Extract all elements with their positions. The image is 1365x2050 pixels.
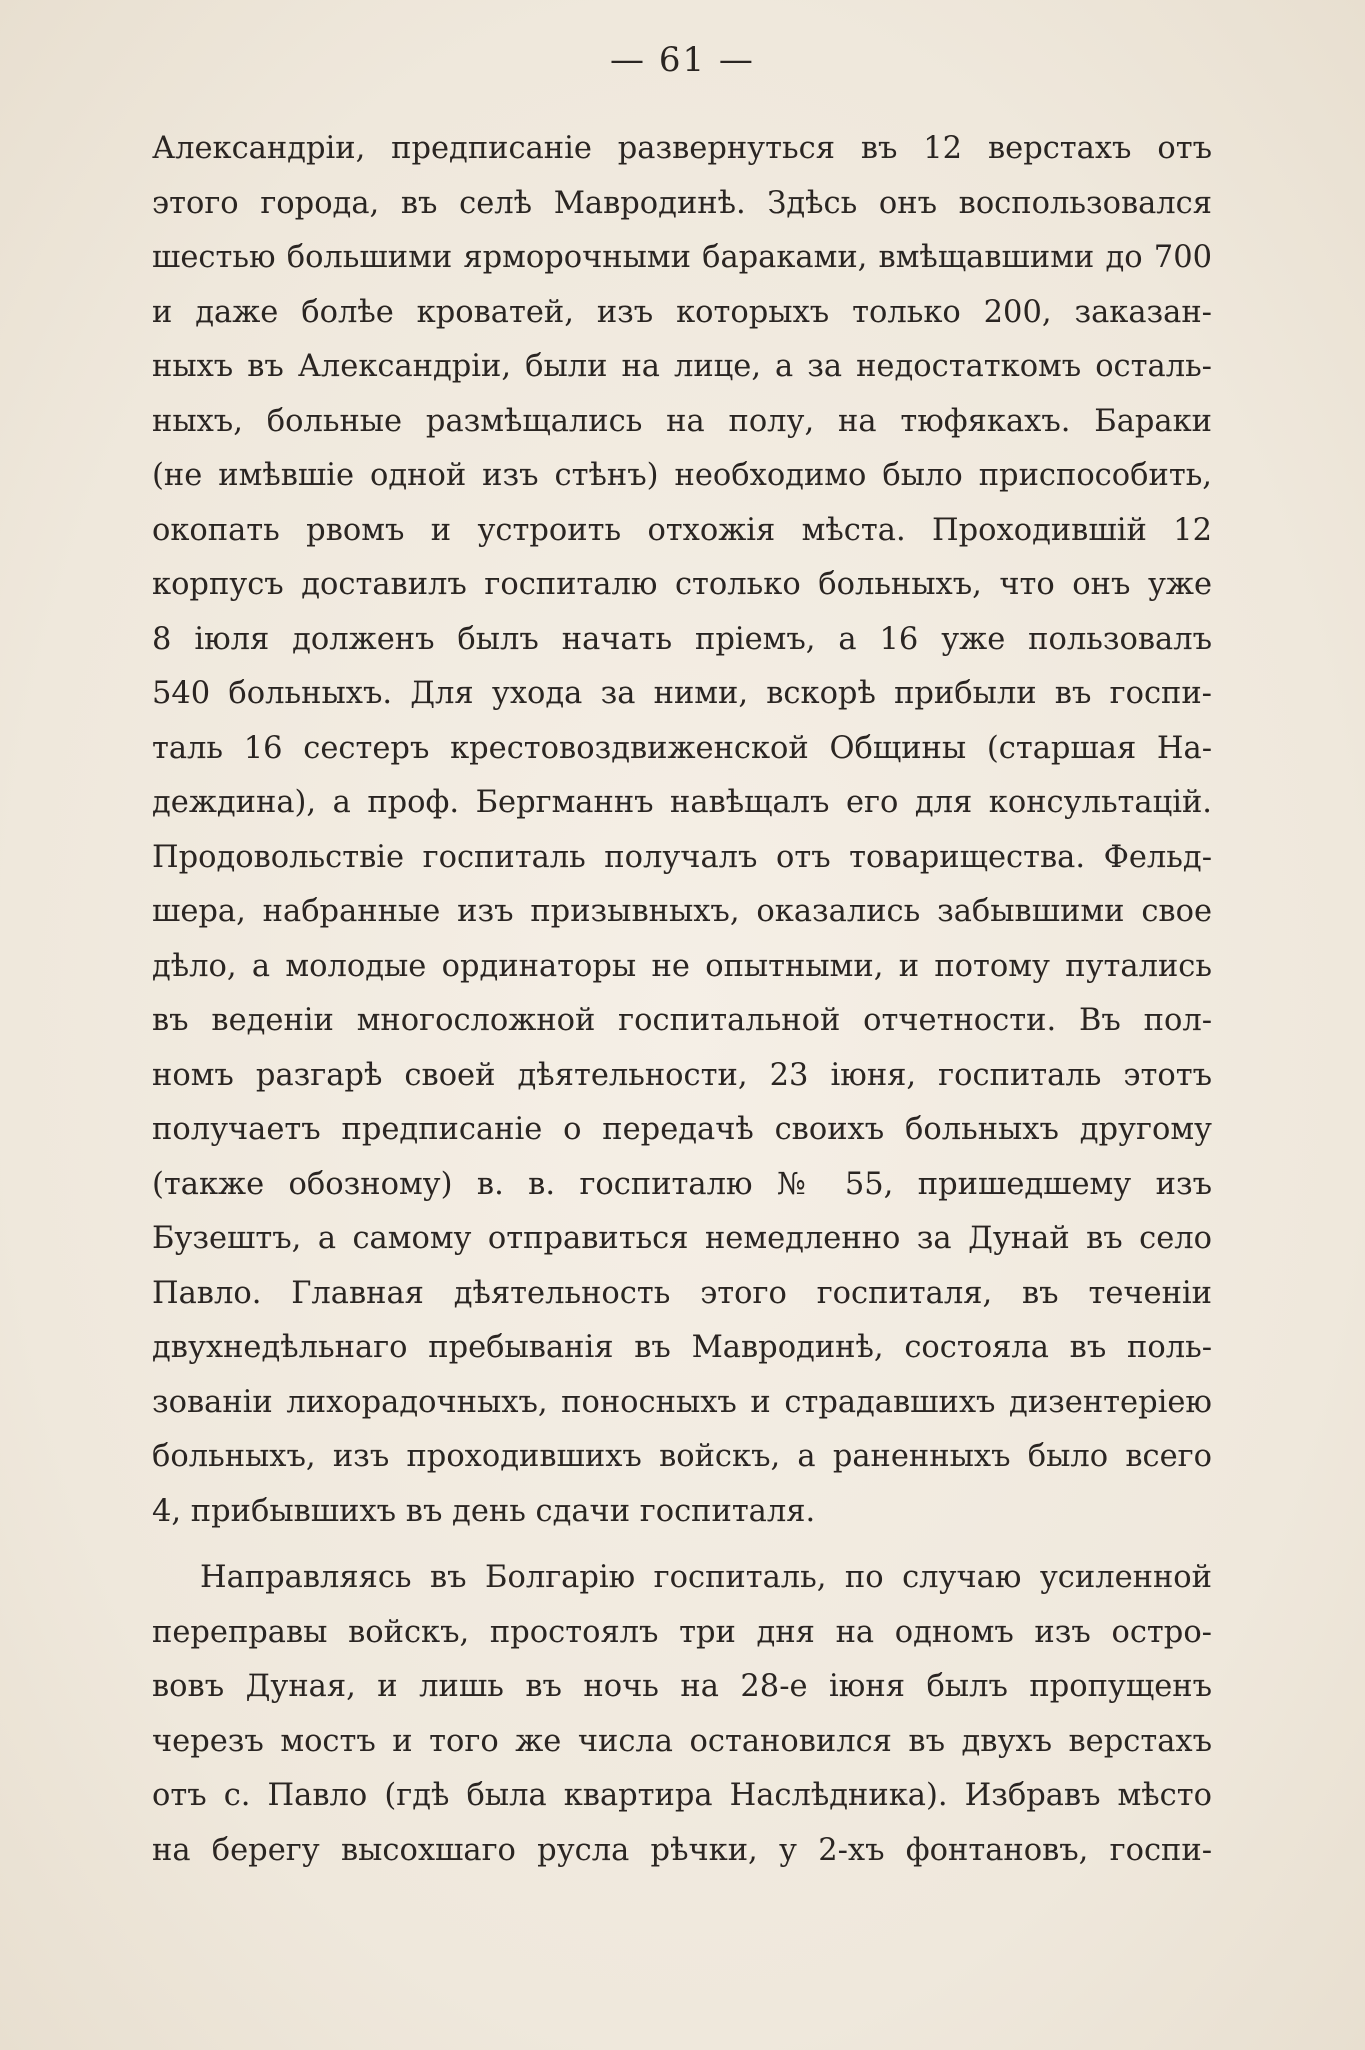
text-line: таль 16 сестеръ крестовоздвиженской Общины (старшая На- [152, 730, 1212, 766]
text-line: двухнедѣльнаго пребыванія въ Мавродинѣ, состояла въ поль- [152, 1330, 1212, 1365]
text-line: номъ разгарѣ своей дѣятельности, 23 іюня, госпиталь этотъ [152, 1057, 1212, 1093]
text-line: и даже болѣе кроватей, изъ которыхъ только 200, заказан- [152, 294, 1212, 330]
text-line: окопать рвомъ и устроить отхожія мѣста. Проходившій 12 [152, 512, 1212, 548]
text-line: дѣло, а молодые ординаторы не опытными, и потому путались [152, 948, 1212, 984]
page-number: — 61 — [610, 40, 755, 80]
text-line: Павло. Главная дѣятельность этого госпиталя, въ теченіи [152, 1275, 1212, 1311]
text-line: черезъ мостъ и того же числа остановился въ двухъ верстахъ [152, 1723, 1212, 1759]
text-line: деждина), а проф. Бергманнъ навѣщалъ его для консультацій. [152, 785, 1212, 820]
text-line: корпусъ доставилъ госпиталю столько больныхъ, что онъ уже [152, 567, 1212, 602]
text-line: зованіи лихорадочныхъ, поносныхъ и страдавшихъ дизентеріею [152, 1384, 1212, 1420]
text-line: вовъ Дуная, и лишь въ ночь на 28-е іюня былъ пропущенъ [152, 1669, 1212, 1704]
text-line: (не имѣвшіе одной изъ стѣнъ) необходимо было приспособить, [152, 458, 1212, 493]
text-line: Направляясь въ Болгарію госпиталь, по случаю усиленной [200, 1560, 1212, 1595]
text-line: получаетъ предписаніе о передачѣ своихъ больныхъ другому [152, 1112, 1212, 1147]
text-line: больныхъ, изъ проходившихъ войскъ, а раненныхъ было всего [152, 1439, 1212, 1474]
text-line: шера, набранные изъ призывныхъ, оказались забывшими свое [152, 894, 1212, 929]
text-line: 4, прибывшихъ въ день сдачи госпиталя. [152, 1493, 816, 1529]
paragraph-gap [152, 1539, 1212, 1551]
text-line: этого города, въ селѣ Мавродинѣ. Здѣсь онъ воспользовался [152, 185, 1212, 221]
paragraph-1 [152, 122, 1212, 1539]
text-line: 8 іюля долженъ былъ начать пріемъ, а 16 уже пользовалъ [152, 621, 1212, 657]
text-line: ныхъ, больные размѣщались на полу, на тюфякахъ. Бараки [152, 403, 1212, 439]
text-line: Продовольствіе госпиталь получалъ отъ товарищества. Фельд- [152, 839, 1212, 875]
text-line: Александріи, предписаніе развернуться въ 12 верстахъ отъ [152, 131, 1212, 166]
text-line: шестью большими ярморочными бараками, вмѣщавшими до 700 [152, 240, 1212, 275]
text-line: переправы войскъ, простоялъ три дня на одномъ изъ остро- [152, 1614, 1212, 1650]
text-line: на берегу высохшаго русла рѣчки, у 2-хъ фонтановъ, госпи- [152, 1832, 1212, 1868]
body-text [152, 122, 1212, 1878]
text-line: 540 больныхъ. Для ухода за ними, вскорѣ прибыли въ госпи- [152, 676, 1212, 711]
text-line: ныхъ въ Александріи, были на лице, а за недостаткомъ осталь- [152, 349, 1212, 384]
text-line: (также обозному) в. в. госпиталю № 55, пришедшему изъ [152, 1166, 1212, 1202]
text-line: отъ с. Павло (гдѣ была квартира Наслѣдника). Избравъ мѣсто [152, 1778, 1212, 1813]
text-line: Бузештъ, а самому отправиться немедленно за Дунай въ село [152, 1221, 1212, 1256]
text-line: въ веденіи многосложной госпитальной отчетности. Въ пол- [152, 1003, 1212, 1038]
paragraph-2 [152, 1551, 1212, 1878]
